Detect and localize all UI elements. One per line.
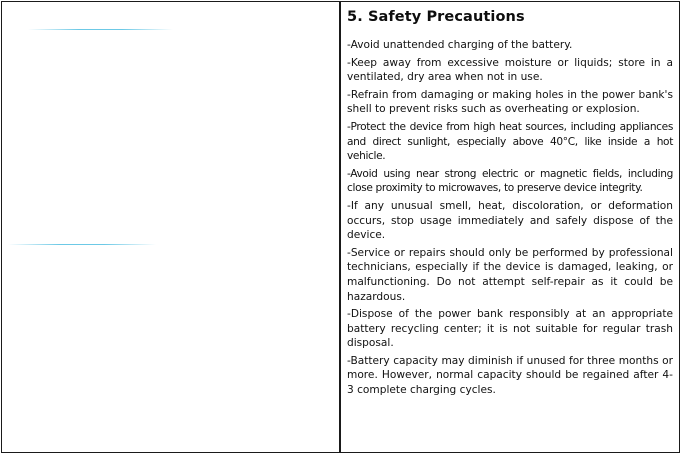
left-page (1, 1, 340, 453)
precautions-list (347, 38, 673, 401)
precaution-item: -Avoid unattended charging of the battery. (347, 39, 573, 51)
accent-divider-top (28, 29, 173, 30)
right-page (340, 1, 680, 453)
accent-divider-middle (8, 244, 156, 245)
precaution-item: -Keep away from excessive moisture or liquids; store in a ventilated, dry area when not in use. (347, 56, 673, 84)
precaution-item: -Protect the device from high heat sources, including appliances and direct sunlight, especially above 40°C, like inside a hot vehicle. (347, 120, 673, 163)
precaution-item: -Avoid using near strong electric or magnetic fields, including close proximity to microwaves, to preserve device integrity. (347, 167, 673, 195)
section-title: 5. Safety Precautions (347, 9, 525, 25)
precaution-item: -Dispose of the power bank responsibly at an appropriate battery recycling center; it is not suitable for regular trash disposal. (347, 308, 673, 350)
precaution-item: -Refrain from damaging or making holes in the power bank's shell to prevent risks such as overheating or explosion. (347, 88, 673, 116)
precaution-item: -Battery capacity may diminish if unused for three months or more. However, normal capacity should be regained after 4-3 complete charging cycles. (347, 354, 673, 397)
precaution-item: -If any unusual smell, heat, discoloration, or deformation occurs, stop usage immediately and safely dispose of the device. (347, 199, 673, 242)
precaution-item: -Service or repairs should only be performed by professional technicians, especially if the device is damaged, leaking, or malfunctioning. Do not attempt self-repair as it could be hazardous. (347, 246, 673, 303)
